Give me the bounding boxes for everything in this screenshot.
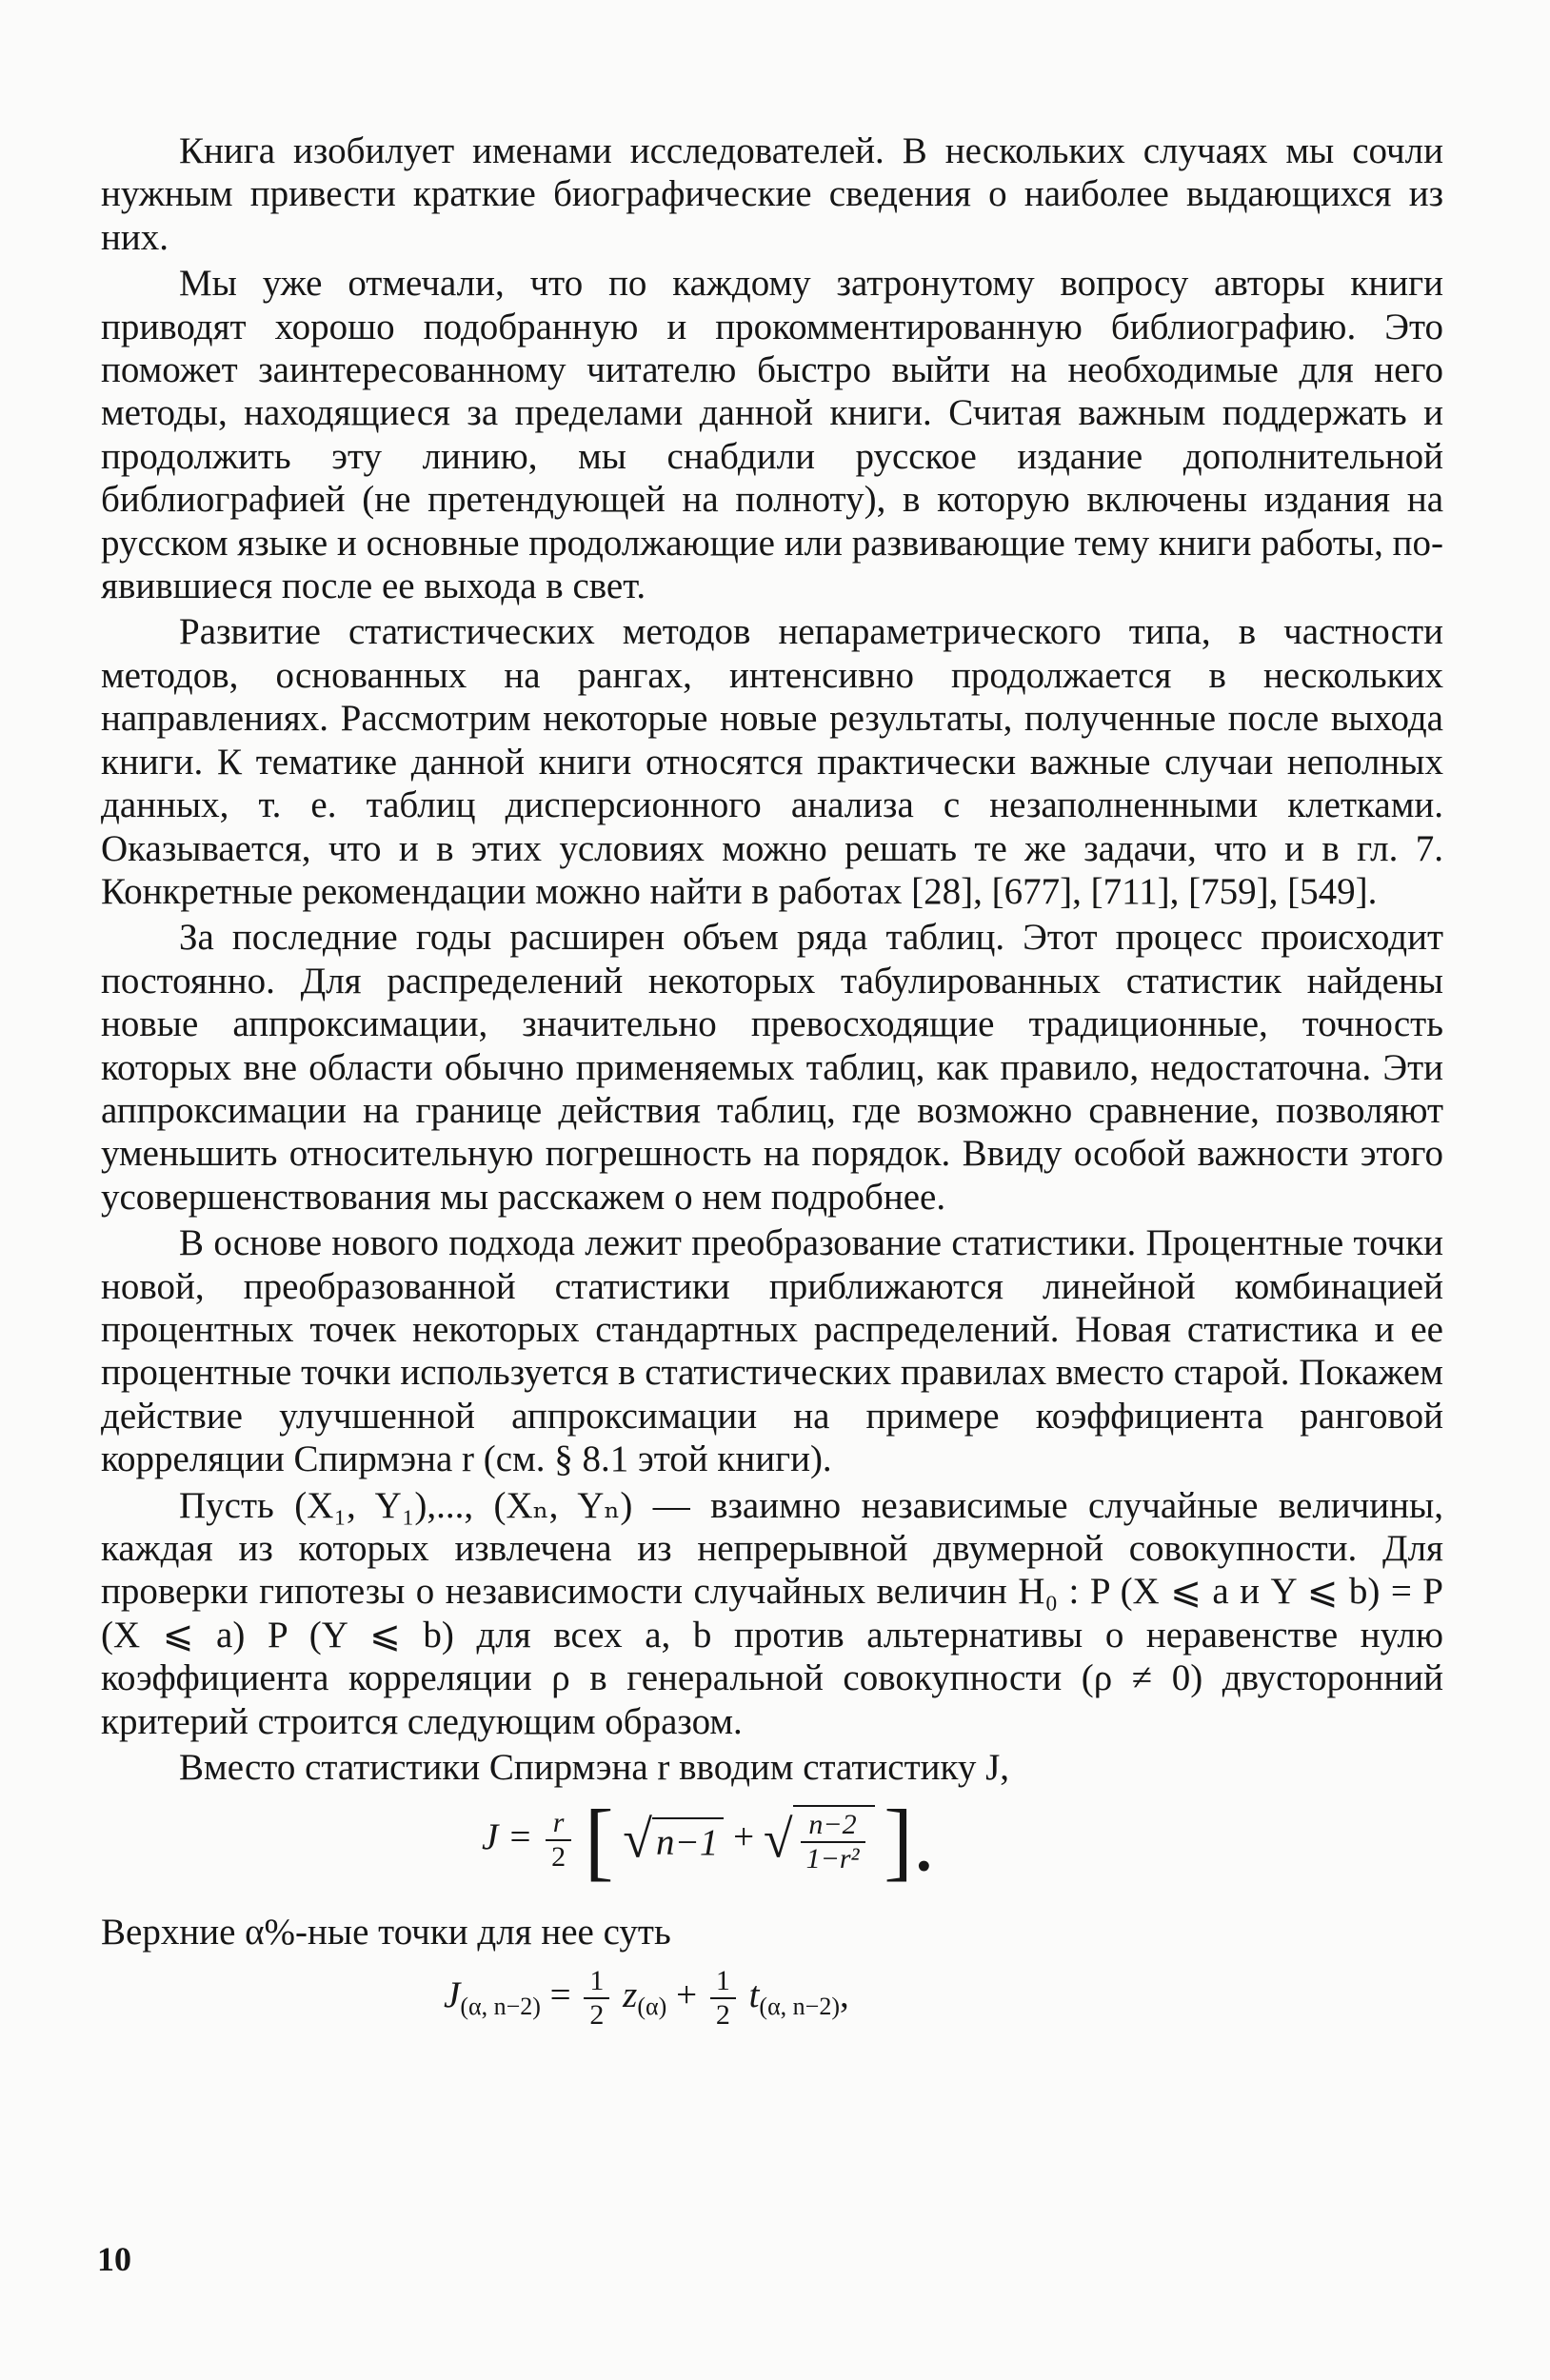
formula-1-fraction [546, 1807, 571, 1874]
page-number: 10 [97, 2240, 131, 2278]
sqrt-icon: √ [623, 1810, 653, 1870]
line-upper-points: Верхние α%-ные точки для нее суть [101, 1912, 671, 1954]
formula-1-frac-num: r [546, 1807, 571, 1841]
formula-2-c2-num: 1 [710, 1965, 736, 1999]
body-text [101, 129, 1443, 2062]
paragraph-tables: За последние годы расширен объем ряда таблиц. Этот процесс происходит постоянно. Для распределений некоторых табулированных статистик найдены новые аппроксимации, значительно превосходящие традиционные, точность которых вне области обычно применяемых таблиц, как правило, недостаточна. Эти аппроксимации на границе действия таблиц, где возможно сравнение, позволяют уменьшить относительную погрешность на порядок. Ввиду особой важности этого усовершенствования мы расскажем о нем подробнее. [101, 917, 1443, 1218]
formula-2-c1-num: 1 [584, 1965, 609, 1999]
paragraph-hypothesis: Пусть (X₁, Y₁),..., (Xₙ, Yₙ) — взаимно независимые случайные величины, каждая из которых извлечена из непрерывной двумерной совокупности. Для проверки гипотезы о независимости случайных величин H₀ : P (X ⩽ a и Y ⩽ b) = P (X ⩽ a) P (Y ⩽ b) для всех a, b против альтернативы о неравенстве нулю коэффициента корреляции ρ в генеральной совокупности (ρ ≠ 0) двусторонний критерий строится следующим образом. [101, 1484, 1443, 1742]
formula-1-sqrt-2-den: 1−r² [805, 1843, 860, 1875]
formula-2-eq: = [549, 1973, 571, 2015]
paragraph-new-approach: В основе нового подхода лежит преобразование статистики. Процентные точки новой, преобразованной статистики приближаются линейной комбинацией процентных точек некоторых стандартных распределений. Новая статистика и ее процентные точки используется в статистических правилах вместо старой. Покажем действие улучшенной аппроксимации на примере коэффициента ранговой корреляции Спирмэна r (см. § 8.1 этой книги). [101, 1222, 1443, 1480]
formula-1-bracket-open: [ [584, 1792, 614, 1890]
formula-2-t-sub: (α, n−2) [759, 1992, 841, 2020]
formula-2-c1-den: 2 [589, 1998, 605, 2031]
formula-1-sqrt-2 [793, 1805, 875, 1875]
formula-2-plus: + [676, 1973, 698, 2015]
formula-1-sqrt-2-num: n−2 [801, 1809, 865, 1843]
sqrt-icon: √ [763, 1810, 793, 1870]
formula-j-statistic [101, 1793, 1443, 1907]
paragraph-statistic-intro: Вместо статистики Спирмэна r вводим статистику J, [179, 1747, 1010, 1789]
formula-2-tail: , [840, 1973, 849, 2015]
formula-2-c2-den: 2 [715, 1998, 730, 2031]
formula-2-t: t [748, 1973, 760, 2015]
formula-1-bracket-close: ]. [884, 1792, 935, 1890]
formula-1-lhs: J = [482, 1816, 533, 1858]
paragraph-researchers: Книга изобилует именами исследователей. В нескольких случаях мы сочли нужным привести краткие биографические сведения о наиболее выдающихся из них. [101, 130, 1443, 258]
formula-2-coef-1 [584, 1965, 609, 2032]
formula-percent-points [101, 1957, 1443, 2062]
formula-2-lhs-sub: (α, n−2) [460, 1992, 541, 2020]
formula-1-plus: + [733, 1816, 755, 1858]
formula-2-lhs: J [444, 1973, 461, 2015]
paragraph-bibliography: Мы уже отмечали, что по каждому затронутому вопросу авторы книги приводят хорошо подобранную и прокомментированную библиографию. Это поможет заинтересованному читателю быстро выйти на необходимые для него методы, находящиеся за пределами данной книги. Считая важным поддержать и продолжить эту линию, мы снабдили русское издание дополнительной библиографией (не претендующей на полноту), в которую включены издания на русском языке и основные продолжающие или развивающие тему книги работы, появившиеся после ее выхода в свет. [101, 263, 1443, 607]
formula-2-z-sub: (α) [637, 1992, 667, 2020]
formula-1-sqrt-1: n−1 [652, 1817, 724, 1864]
paragraph-rank-methods: Развитие статистических методов непараметрического типа, в частности методов, основанных на рангах, интенсивно продолжается в нескольких направлениях. Рассмотрим некоторые новые результаты, полученные после выхода книги. К тематике данной книги относятся практически важные случаи неполных данных, т. е. таблиц дисперсионного анализа с незаполненными клетками. Оказывается, что и в этих условиях можно решать те же задачи, что и в гл. 7. Конкретные рекомендации можно найти в работах [28], [677], [711], [759], [549]. [101, 611, 1443, 912]
formula-2-z: z [623, 1973, 638, 2015]
formula-2-coef-2 [710, 1965, 736, 2032]
formula-1-frac-den: 2 [551, 1841, 566, 1874]
